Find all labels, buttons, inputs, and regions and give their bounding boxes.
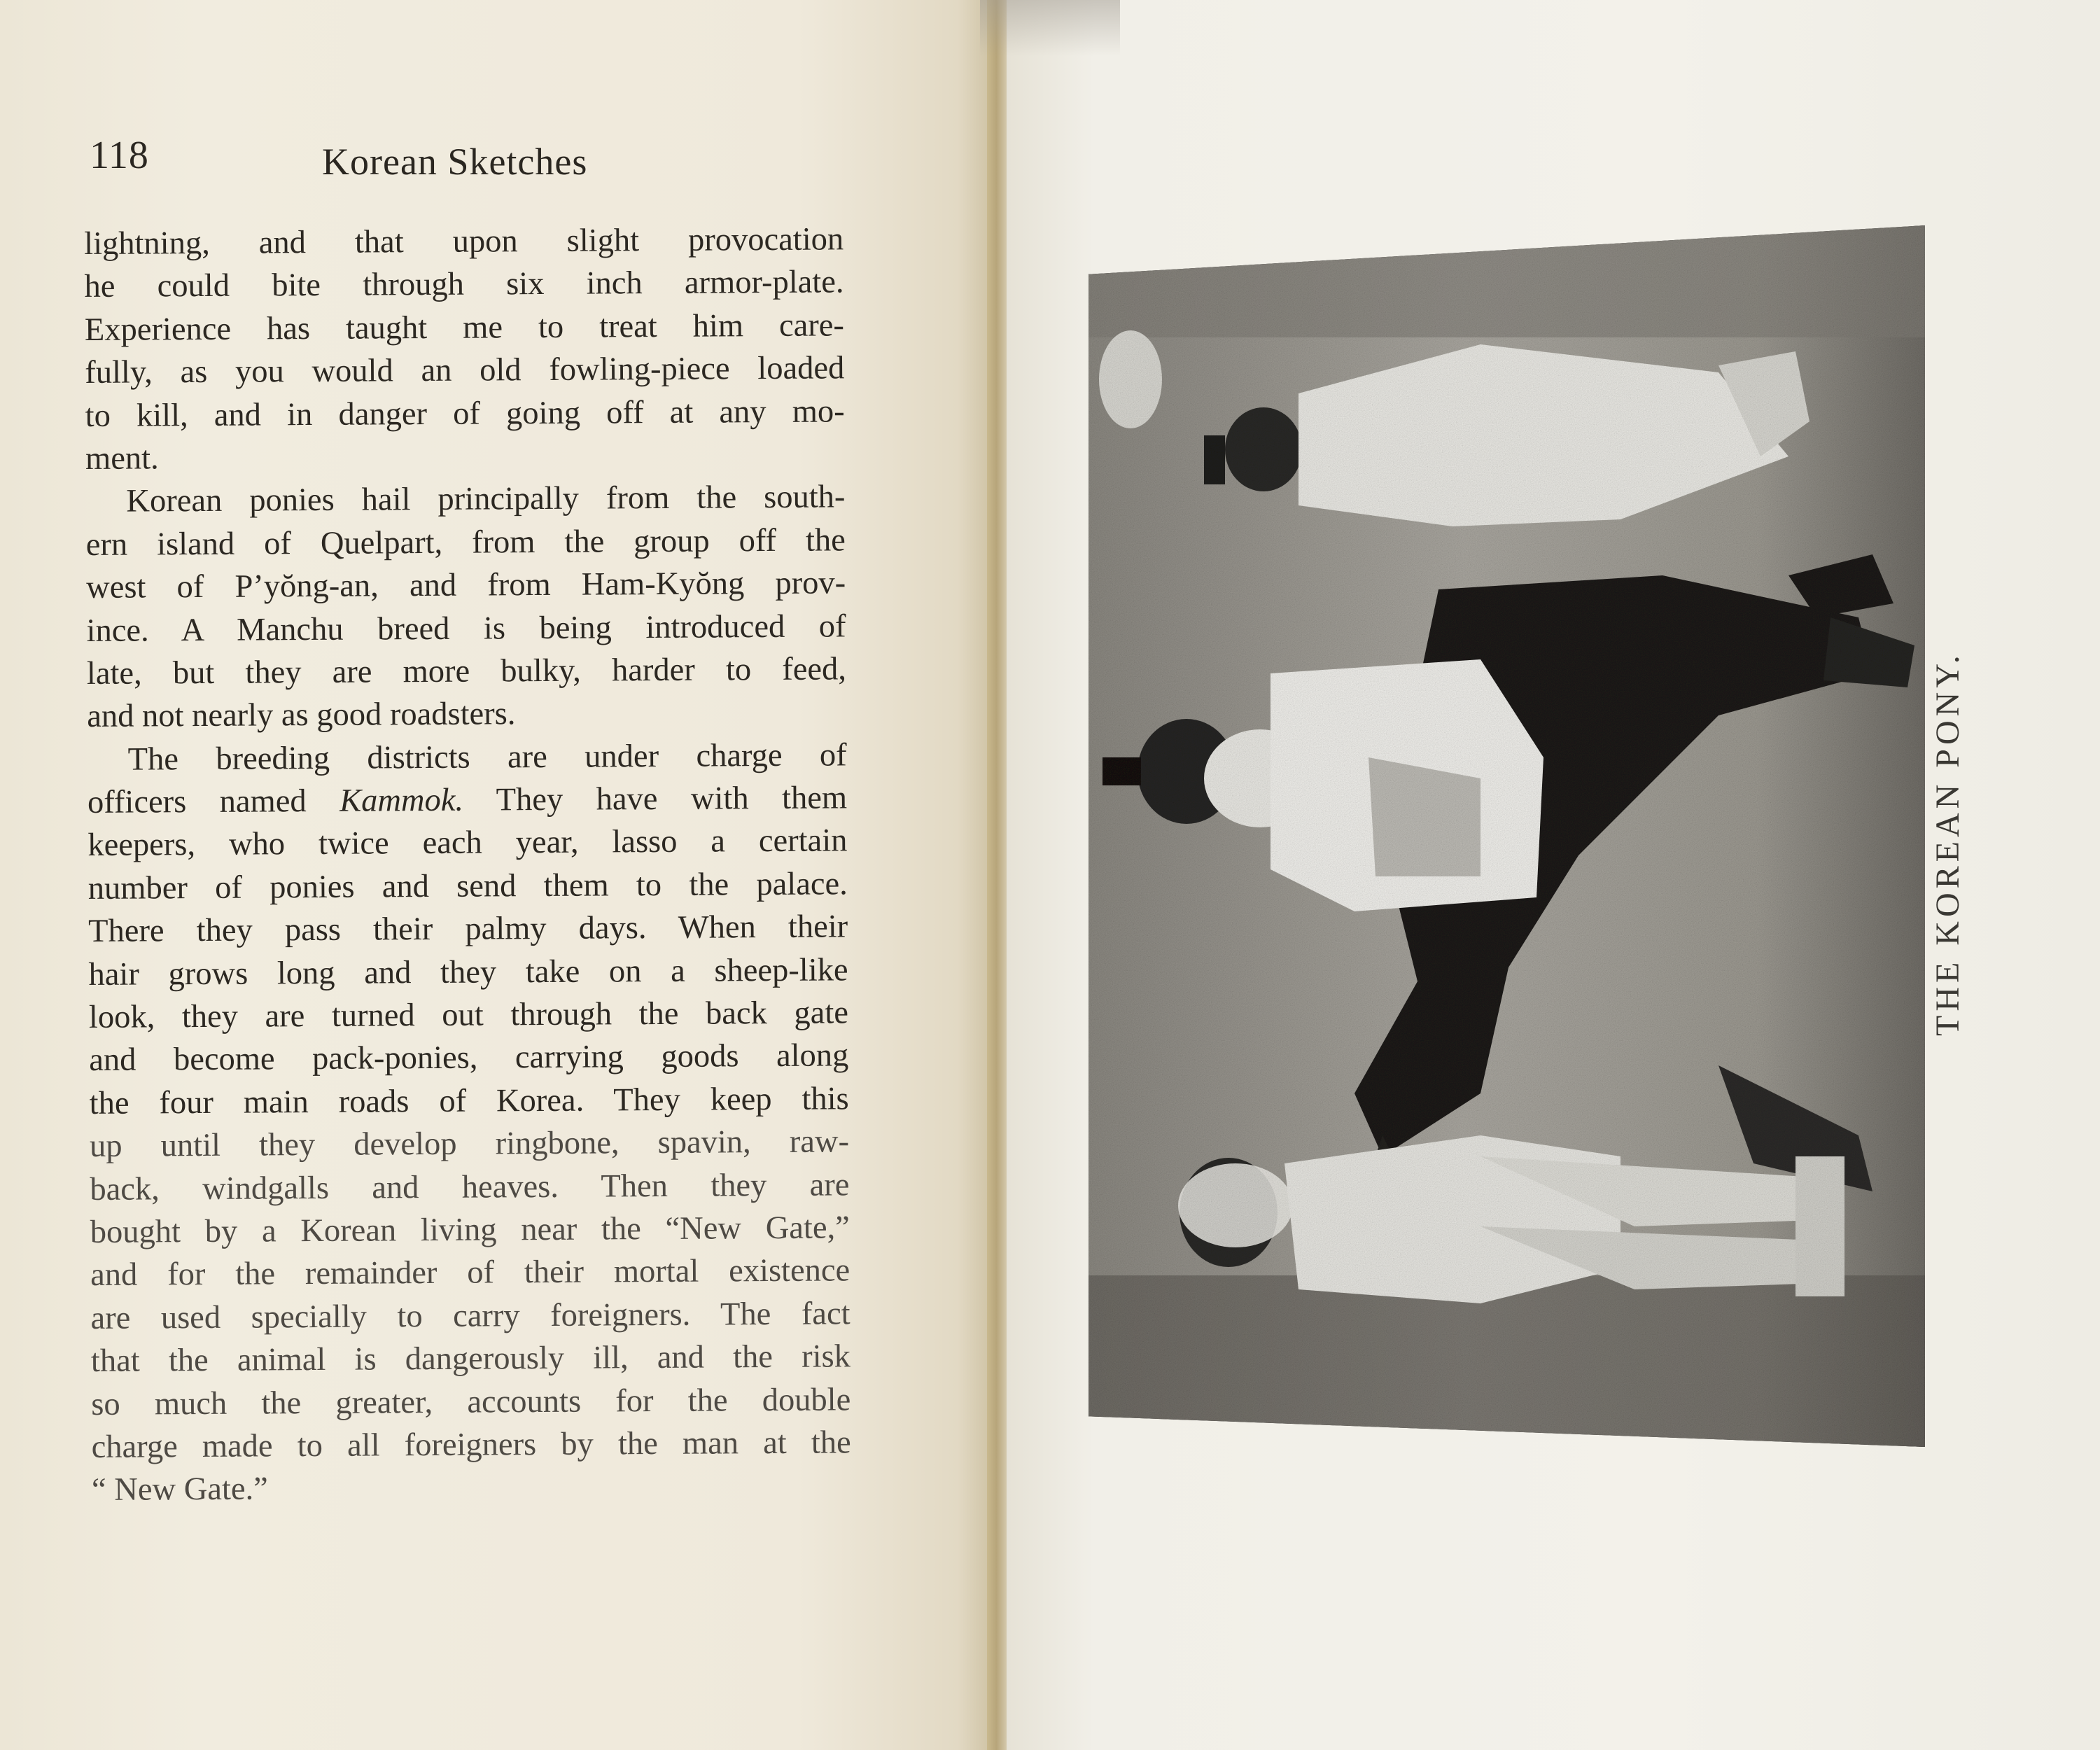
text-line: Korean ponies hail principally from the south- — [126, 479, 846, 519]
page-number: 118 — [90, 134, 149, 177]
text-line: are used specially to carry foreigners. The fact — [90, 1296, 850, 1336]
text-line: lightning, and that upon slight provocation — [84, 221, 844, 262]
text-line: ment. — [85, 440, 159, 477]
text-line: ern island of Quelpart, from the group off the — [85, 522, 846, 563]
text-line: that the animal is dangerously ill, and the risk — [90, 1338, 851, 1380]
text-line: west of P’yŏng-an, and from Ham-Kyŏng prov- — [86, 565, 846, 606]
running-title: Korean Sketches — [322, 141, 588, 183]
text-line: hair grows long and they take on a sheep-like — [88, 951, 848, 993]
text-line: the four main roads of Korea. They keep this — [89, 1081, 849, 1121]
text-line: and for the remainder of their mortal existence — [90, 1252, 850, 1294]
text-line: There they pass their palmy days. When their — [88, 909, 848, 950]
text-line: “ New Gate.” — [91, 1471, 268, 1508]
text-line: and become pack-ponies, carrying goods along — [89, 1037, 849, 1079]
text-line: so much the greater, accounts for the double — [91, 1381, 851, 1422]
officers-suffix: They have with them — [496, 780, 848, 818]
text-line: up until they develop ringbone, spavin, raw- — [89, 1124, 850, 1165]
text-line: look, they are turned out through the back gate — [88, 995, 849, 1036]
text-line: late, but they are more bulky, harder to feed, — [86, 651, 847, 692]
body-text — [84, 218, 851, 1511]
text-line: number of ponies and send them to the palace. — [88, 866, 848, 906]
kammok-term: Kammok. — [339, 782, 464, 819]
text-line: he could bite through six inch armor-plate. — [84, 264, 844, 305]
text-line: keepers, who twice each year, lasso a certain — [88, 822, 848, 864]
text-line: bought by a Korean living near the “New Gate,” — [90, 1210, 850, 1250]
text-line: charge made to all foreigners by the man at the — [91, 1424, 851, 1465]
photo-illustration — [1088, 225, 1925, 1447]
text-line: The breeding districts are under charge of — [127, 737, 847, 778]
page-shadow — [980, 0, 1120, 56]
text-line: and not nearly as good roadsters. — [87, 696, 516, 735]
text-line: ince. A Manchu breed is being introduced of — [86, 608, 846, 649]
plate-caption: THE KOREAN PONY. — [1929, 651, 1966, 1036]
text-line-officers — [88, 776, 847, 824]
left-page — [0, 0, 997, 1750]
text-line: back, windgalls and heaves. Then they are — [90, 1166, 850, 1208]
officers-prefix: officers named — [87, 783, 340, 821]
book-gutter — [987, 0, 1008, 1750]
photo-plate — [1088, 225, 1925, 1447]
text-line: to kill, and in danger of going off at any mo- — [85, 393, 845, 434]
text-line: Experience has taught me to treat him care- — [84, 307, 845, 348]
text-line: fully, as you would an old fowling-piece loaded — [85, 350, 845, 391]
